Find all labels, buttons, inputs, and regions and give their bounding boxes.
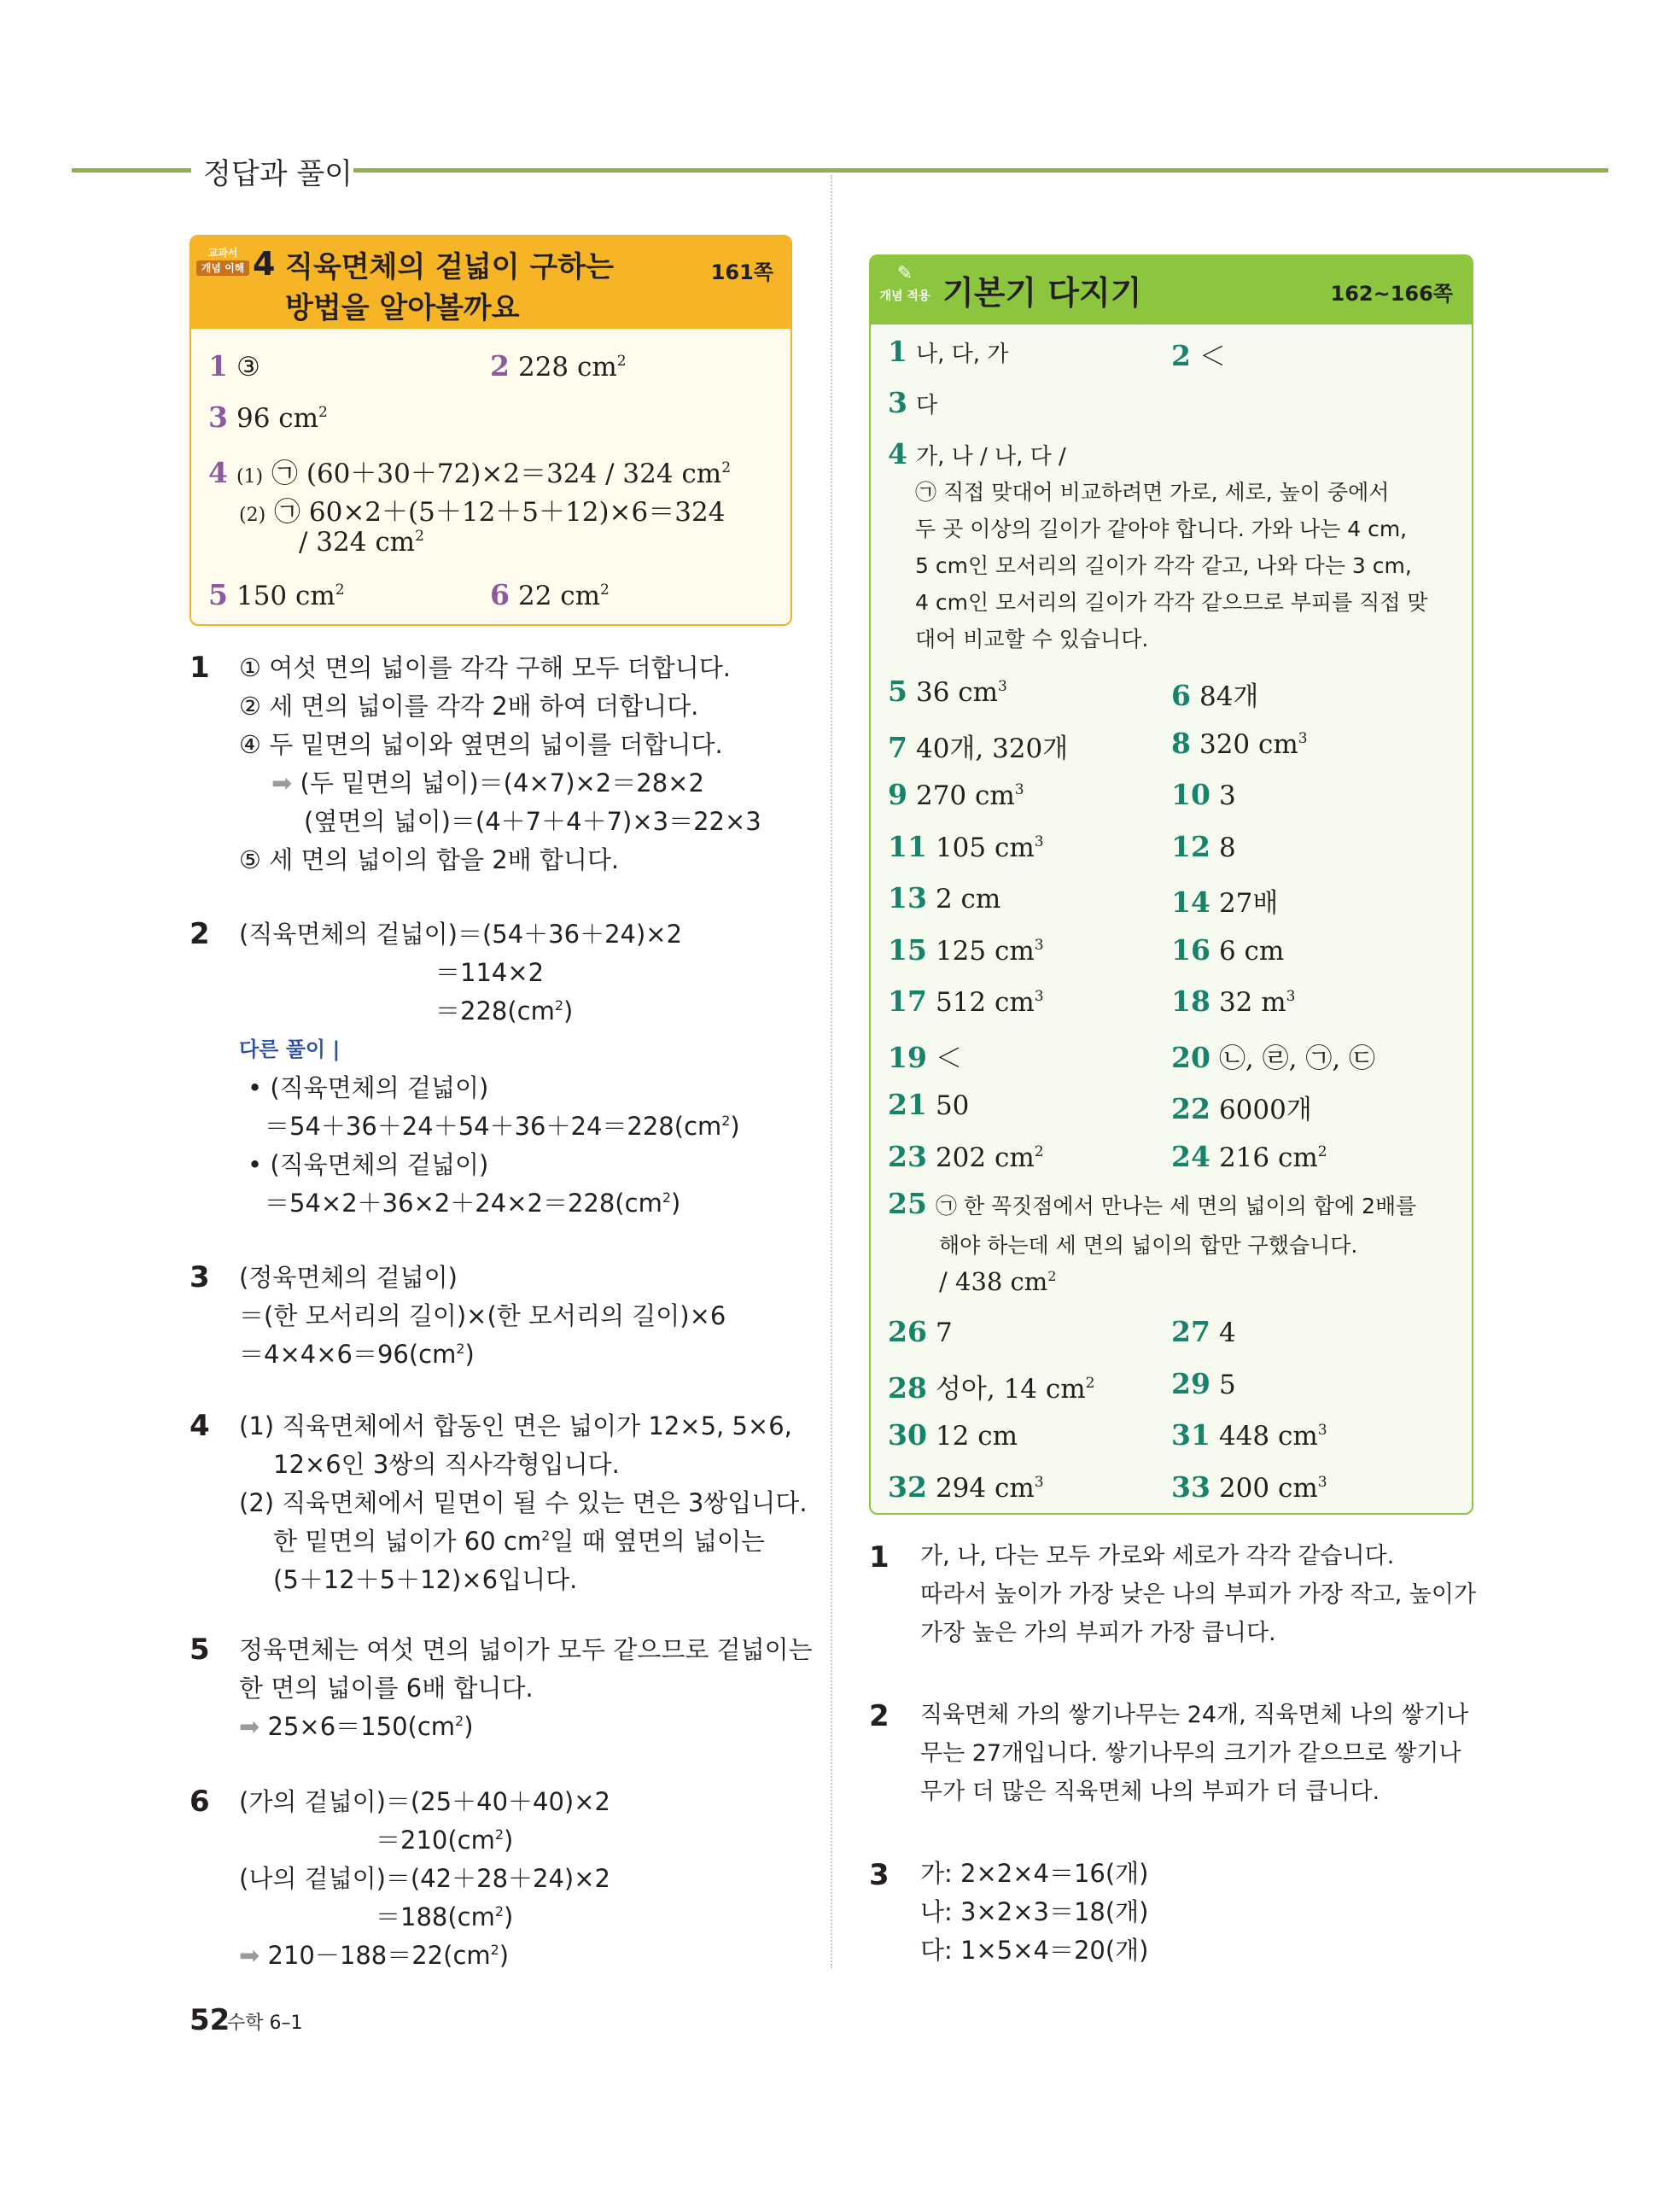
right-solution-2-number: 2 (869, 1699, 890, 1733)
superscript: 3 (1034, 936, 1044, 954)
answer-text: ㉡, ㉣, ㉠, ㉢ (1218, 1043, 1376, 1074)
practice-box-header (871, 256, 1472, 324)
answer-number: 19 (888, 1040, 927, 1074)
solution-line: (2) 직육면체에서 밑면이 될 수 있는 면은 3쌍입니다. (239, 1488, 808, 1517)
solution-line: 가장 높은 가의 부피가 가장 큽니다. (920, 1620, 1276, 1646)
solution-line: (정육면체의 겉넓이) (239, 1263, 458, 1292)
answer-number: 5 (888, 675, 907, 708)
superscript: 3 (998, 678, 1007, 696)
answer-text: ㉠ (60＋30＋72)×2＝324 / 324 cm (271, 459, 722, 489)
answer-text: 5 (1218, 1369, 1236, 1400)
superscript: 2 (455, 1712, 464, 1729)
solution-line: 가: 2×2×4＝16(개) (920, 1859, 1149, 1888)
concept-apply-badge (876, 261, 934, 316)
solution-line: ＝114×2 (435, 958, 545, 987)
answer-text: 96 cm (236, 403, 319, 434)
answer-18 (1171, 984, 1295, 1018)
answer-text: 270 cm (915, 780, 1015, 811)
badge-line-2: 개념 이해 (196, 260, 249, 276)
solution-line: ⑤ 세 면의 넓이의 합을 2배 합니다. (239, 845, 620, 874)
superscript: 2 (456, 1340, 465, 1357)
section-title-line-2: 방법을 알아볼까요 (285, 291, 520, 325)
answer-3 (208, 400, 328, 434)
answer-number: 20 (1171, 1040, 1210, 1074)
superscript: 2 (721, 1112, 731, 1129)
answer-number: 2 (490, 349, 510, 383)
explanation-line: ㉠ 직접 맞대어 비교하려면 가로, 세로, 높이 중에서 (915, 480, 1390, 505)
superscript: 2 (494, 1902, 505, 1919)
solution-line: 정육면체는 여섯 면의 넓이가 모두 같으므로 겉넓이는 (239, 1635, 813, 1664)
solution-3-number: 3 (190, 1260, 210, 1294)
answer-number: 9 (888, 778, 907, 811)
answer-text: 22 cm (517, 581, 601, 611)
solution-line: 무가 더 많은 직육면체 나의 부피가 더 큽니다. (920, 1779, 1380, 1805)
superscript: 2 (318, 404, 328, 422)
answer-text: 27배 (1218, 888, 1279, 919)
solution-2-number: 2 (190, 917, 210, 951)
answer-number: 26 (888, 1315, 927, 1348)
answer-number: 16 (1171, 932, 1210, 967)
answer-number: 15 (888, 932, 927, 967)
superscript: 2 (335, 581, 345, 599)
solution-3 (239, 1259, 726, 1374)
answer-text: ＜ (935, 1043, 962, 1074)
answer-1 (888, 335, 1008, 368)
answer-text: 7 (935, 1318, 953, 1348)
superscript: 2 (494, 1826, 505, 1843)
solution-text: ) (504, 1902, 514, 1931)
answer-number: 25 (888, 1187, 927, 1220)
solution-line (239, 1898, 610, 1937)
answer-number: 13 (888, 881, 927, 914)
arrow-icon: ➡ (271, 768, 293, 798)
answer-number: 33 (1171, 1469, 1210, 1504)
answer-text: 36 cm (915, 677, 999, 708)
solution-6 (239, 1783, 610, 1975)
answer-text: 448 cm (1218, 1421, 1318, 1452)
solution-1 (239, 649, 761, 879)
answer-number: 18 (1171, 984, 1210, 1018)
answer-text: 216 cm (1218, 1142, 1318, 1173)
right-solution-3 (920, 1855, 1149, 1970)
solution-line: 무는 27개입니다. 쌓기나무의 크기가 같으므로 쌓기나 (920, 1740, 1461, 1767)
solution-line: • (직육면체의 겉넓이) (248, 1150, 489, 1179)
superscript: 2 (1047, 1267, 1057, 1284)
superscript: 2 (554, 996, 564, 1014)
answer-text: 6000개 (1218, 1095, 1312, 1125)
superscript: 3 (1317, 1422, 1327, 1440)
answer-25 (888, 1187, 1416, 1220)
concept-answer-box (190, 235, 792, 626)
answer-number: 8 (1171, 726, 1191, 760)
solution-line: ① 여섯 면의 넓이를 각각 구해 모두 더합니다. (239, 653, 731, 682)
answer-number: 6 (1171, 679, 1191, 712)
badge-label: 개념 적용 (879, 289, 930, 303)
answer-16 (1171, 933, 1284, 967)
solution-text: ＝54×2＋36×2＋24×2＝228(cm (265, 1189, 662, 1218)
solution-line (239, 764, 761, 803)
solution-line (239, 1708, 813, 1746)
explanation-line: 대어 비교할 수 있습니다. (915, 627, 1149, 651)
answer-30 (888, 1418, 1018, 1452)
solution-text: ) (499, 1941, 510, 1970)
badge-line-1: 교과서 (207, 247, 238, 259)
answer-text: 150 cm (236, 581, 335, 611)
answer-text: 294 cm (935, 1472, 1035, 1504)
answer-number: 17 (888, 984, 927, 1018)
answer-text: 2 cm (935, 884, 1001, 914)
solution-text: 25×6＝150(cm (267, 1712, 456, 1741)
solution-text: ＝54＋36＋24＋54＋36＋24＝228(cm (265, 1112, 722, 1141)
solution-5-number: 5 (190, 1633, 210, 1667)
column-separator (831, 175, 832, 1968)
superscript: 3 (1034, 988, 1044, 1006)
answer-23 (888, 1140, 1044, 1173)
superscript: 2 (490, 1941, 499, 1958)
solution-line: 다: 1×5×4＝20(개) (920, 1936, 1149, 1965)
solution-line: 12×6인 3쌍의 직사각형입니다. (273, 1450, 620, 1479)
section-title-line-1: 직육면체의 겉넓이 구하는 (285, 250, 614, 284)
answer-text: 84개 (1199, 681, 1259, 712)
answer-number: 27 (1171, 1315, 1210, 1348)
answer-number: 5 (208, 578, 228, 611)
solution-line (239, 1335, 726, 1374)
answer-number: 11 (888, 829, 927, 863)
solution-text: ) (563, 996, 574, 1025)
answer-number: 2 (1171, 339, 1191, 372)
answer-number: 10 (1171, 778, 1210, 811)
practice-title: 기본기 다지기 (942, 274, 1142, 312)
page-reference: 162~166쪽 (1330, 282, 1453, 306)
answer-19 (888, 1037, 962, 1075)
answer-number: 21 (888, 1088, 927, 1121)
answer-number: 24 (1171, 1139, 1210, 1173)
answer-number: 7 (888, 730, 907, 764)
answer-15 (888, 933, 1044, 967)
solution-text: (두 밑면의 넓이)＝(4×7)×2＝28×2 (300, 768, 704, 798)
answer-22 (1171, 1088, 1312, 1126)
answer-number: 30 (888, 1418, 927, 1452)
arrow-icon: ➡ (239, 1941, 260, 1970)
answer-12 (1171, 830, 1236, 863)
answer-text: / 324 cm (299, 527, 416, 558)
answer-text: ㉠ 한 꼭짓점에서 만나는 세 면의 넓이의 합에 2배를 (935, 1194, 1417, 1218)
solution-text: ＝228(cm (435, 996, 555, 1025)
explanation-line: 4 cm인 모서리의 길이가 각각 같으므로 부피를 직접 맞 (915, 590, 1428, 615)
pencil-icon: ✎ (896, 263, 913, 284)
answer-17 (888, 984, 1044, 1018)
answer-13 (888, 881, 1000, 914)
solution-line: 한 면의 넓이를 6배 합니다. (239, 1674, 534, 1703)
textbook-badge (196, 245, 249, 284)
solution-text: ＝210(cm (376, 1826, 495, 1855)
answer-number: 6 (490, 578, 510, 611)
answer-text: 나, 다, 가 (915, 342, 1009, 367)
answer-5 (888, 675, 1007, 708)
solution-1-number: 1 (190, 651, 210, 685)
part-tag: (1) (236, 466, 264, 488)
solution-text: ) (670, 1189, 681, 1218)
answer-24 (1171, 1140, 1327, 1173)
answer-9 (888, 778, 1024, 811)
solution-6-number: 6 (190, 1785, 210, 1819)
superscript: 2 (600, 581, 610, 599)
solution-text: ) (730, 1112, 740, 1141)
answer-text: 320 cm (1199, 728, 1298, 760)
solution-text: ) (504, 1826, 514, 1855)
answer-2 (490, 349, 627, 383)
answer-number: 1 (888, 335, 907, 368)
answer-text: ＜ (1199, 342, 1226, 372)
answer-text: 228 cm (517, 352, 617, 383)
answer-33 (1171, 1470, 1327, 1504)
solution-line: ② 세 면의 넓이를 각각 2배 하여 더합니다. (239, 692, 699, 721)
answer-number: 14 (1171, 885, 1210, 919)
solution-line: (5＋12＋5＋12)×6입니다. (273, 1565, 578, 1594)
superscript: 2 (415, 528, 424, 546)
answer-27 (1171, 1315, 1236, 1348)
answer-number: 23 (888, 1139, 927, 1173)
answer-4-explanation (915, 474, 1428, 657)
answer-6 (490, 578, 610, 611)
answer-number: 4 (208, 456, 228, 489)
superscript: 2 (662, 1189, 671, 1206)
answer-10 (1171, 778, 1236, 811)
answer-25-continued (939, 1228, 1357, 1300)
solution-text: ) (464, 1340, 475, 1369)
solution-line: (옆면의 넓이)＝(4＋7＋4＋7)×3＝22×3 (304, 807, 761, 836)
answer-2 (1171, 335, 1226, 373)
answer-text: 6 cm (1218, 935, 1285, 967)
answer-text: ㉠ 60×2＋(5＋12＋5＋12)×6＝324 (274, 497, 726, 528)
solution-line: 직육면체 가의 쌓기나무는 24개, 직육면체 나의 쌓기나 (920, 1702, 1469, 1728)
superscript: 2 (1034, 1142, 1044, 1160)
solution-line: (직육면체의 겉넓이)＝(54＋36＋24)×2 (239, 920, 683, 949)
solution-text: 일 때 옆면의 넓이는 (550, 1527, 765, 1556)
answer-line (939, 1264, 1357, 1300)
answer-text: 105 cm (935, 832, 1035, 863)
answer-number: 3 (888, 386, 907, 419)
solution-line (239, 1937, 610, 1975)
answer-number: 4 (888, 437, 907, 470)
answer-4-part-2 (239, 490, 725, 529)
answer-text: 8 (1218, 832, 1236, 863)
answer-text: 4 (1218, 1318, 1236, 1348)
answer-4-part-2-result (299, 527, 424, 558)
superscript: 2 (1317, 1142, 1327, 1160)
footer-text: 수학 6–1 (227, 2013, 303, 2034)
solution-text: ＝188(cm (376, 1902, 495, 1931)
answer-7 (888, 727, 1068, 765)
concept-box-header (191, 237, 790, 329)
right-solution-1-number: 1 (869, 1540, 890, 1575)
right-solution-2 (920, 1696, 1468, 1811)
superscript: 2 (541, 1527, 551, 1544)
solution-4-number: 4 (190, 1409, 210, 1443)
solution-line (239, 1821, 610, 1860)
superscript: 2 (616, 353, 627, 371)
answer-text: 다 (915, 393, 938, 418)
answer-5 (208, 578, 345, 611)
solution-line (239, 1522, 808, 1561)
answer-28 (888, 1367, 1094, 1405)
answer-number: 12 (1171, 829, 1210, 863)
answer-20 (1171, 1037, 1375, 1075)
answer-11 (888, 830, 1044, 863)
solution-4 (239, 1407, 808, 1599)
answer-text: 가, 나 / 나, 다 / (915, 444, 1066, 470)
solution-text: ＝4×4×6＝96(cm (239, 1340, 457, 1369)
answer-number: 1 (208, 349, 228, 383)
answer-32 (888, 1470, 1044, 1504)
superscript: 3 (1034, 1473, 1044, 1491)
arrow-icon: ➡ (239, 1712, 260, 1741)
solution-text: 한 밑면의 넓이가 60 cm (273, 1527, 542, 1556)
answer-number: 31 (1171, 1418, 1210, 1452)
answer-number: 3 (208, 400, 228, 434)
solution-line: (1) 직육면체에서 합동인 면은 넓이가 12×5, 5×6, (239, 1411, 792, 1440)
part-tag: (2) (239, 505, 266, 526)
superscript: 3 (1034, 833, 1044, 850)
answer-14 (1171, 881, 1278, 920)
answer-number: 32 (888, 1469, 927, 1504)
answer-26 (888, 1315, 953, 1348)
solution-line (239, 992, 740, 1031)
answer-number: 28 (888, 1370, 927, 1405)
solution-line: • (직육면체의 겉넓이) (248, 1073, 489, 1102)
solution-line: (나의 겉넓이)＝(42＋28＋24)×2 (239, 1864, 610, 1893)
superscript: 3 (1286, 988, 1296, 1006)
answer-text: 40개, 320개 (915, 733, 1069, 764)
answer-29 (1171, 1367, 1236, 1400)
header-rule-left (72, 168, 191, 172)
answer-text: 성아, 14 cm (935, 1373, 1086, 1405)
superscript: 3 (1317, 1473, 1327, 1491)
right-solution-3-number: 3 (869, 1858, 890, 1892)
answer-21 (888, 1088, 969, 1121)
answer-4 (888, 437, 1066, 470)
answer-text: 512 cm (935, 987, 1035, 1018)
answer-31 (1171, 1418, 1327, 1452)
answer-4-part-1 (208, 452, 731, 490)
page-reference: 161쪽 (710, 260, 773, 284)
answer-text: ③ (236, 352, 260, 383)
solution-line (239, 1184, 740, 1223)
superscript: 2 (1085, 1374, 1095, 1392)
alternative-solution-label: 다른 풀이 | (239, 1037, 341, 1061)
solution-line: 가, 나, 다는 모두 가로와 세로가 각각 같습니다. (920, 1543, 1395, 1569)
section-title (285, 247, 686, 329)
practice-answer-box (869, 254, 1473, 1515)
answer-8 (1171, 727, 1308, 760)
answer-1 (208, 349, 260, 383)
solution-line: ＝(한 모서리의 길이)×(한 모서리의 길이)×6 (239, 1301, 726, 1330)
answer-6 (1171, 675, 1258, 713)
solution-5 (239, 1631, 813, 1746)
answer-text: 3 (1218, 780, 1236, 811)
answer-3 (888, 386, 937, 419)
solution-text: ) (464, 1712, 474, 1741)
solution-line: (가의 겉넓이)＝(25＋40＋40)×2 (239, 1787, 610, 1816)
answer-number: 29 (1171, 1366, 1210, 1400)
answer-line: 해야 하는데 세 면의 넓이의 합만 구했습니다. (939, 1233, 1358, 1258)
explanation-line: 5 cm인 모서리의 길이가 각각 같고, 나와 다는 3 cm, (915, 553, 1412, 578)
solution-2 (239, 915, 740, 1223)
answer-text: 200 cm (1218, 1472, 1318, 1504)
solution-line (239, 1107, 740, 1146)
answer-text: 32 m (1218, 987, 1286, 1018)
superscript: 2 (721, 459, 732, 477)
solution-line: 나: 3×2×3＝18(개) (920, 1897, 1149, 1926)
answer-text: 202 cm (935, 1142, 1035, 1173)
page-title: 정답과 풀이 (203, 157, 353, 191)
solution-line: ④ 두 밑면의 넓이와 옆면의 넓이를 더합니다. (239, 730, 723, 759)
section-number: 4 (253, 245, 276, 283)
header-rule-right (353, 168, 1608, 172)
answer-text: / 438 cm (939, 1267, 1048, 1296)
explanation-line: 두 곳 이상의 길이가 같아야 합니다. 가와 나는 4 cm, (915, 517, 1408, 541)
right-solution-1 (920, 1537, 1476, 1652)
answer-text: 125 cm (935, 935, 1035, 967)
solution-line: 따라서 높이가 가장 낮은 나의 부피가 가장 작고, 높이가 (920, 1581, 1477, 1608)
solution-text: 210－188＝22(cm (267, 1941, 491, 1970)
answer-text: 50 (935, 1090, 970, 1121)
answer-text: 12 cm (935, 1421, 1018, 1452)
page-number: 52 (190, 2003, 230, 2037)
superscript: 3 (1014, 781, 1024, 799)
answer-number: 22 (1171, 1092, 1210, 1125)
superscript: 3 (1298, 729, 1308, 747)
